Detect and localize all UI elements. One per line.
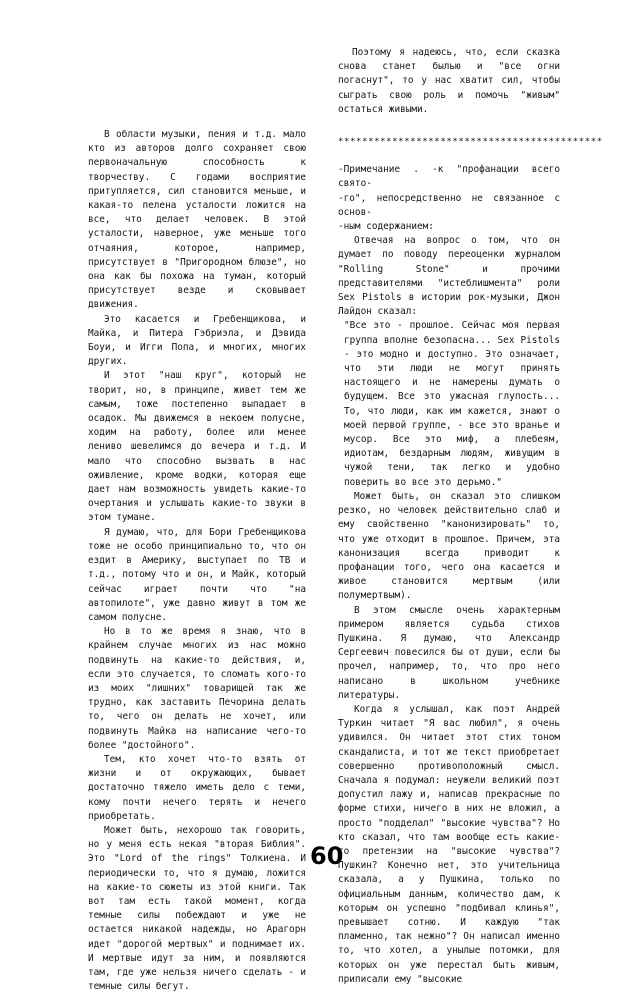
paragraph: Когда я услышал, как поэт Андрей Туркин читает "Я вас любил", я очень удивился. Он читает этот стих тоном скандалиста, и тот же текст приобретает совершенно противоположный смысл. Сначала я подумал: неужели великий поэт допустил лажу и, написав прекрасные по форме стихи, ничего в них не вложил, а просто "подделал" "высокие чувства"? Но кто сказал, что там вообще есть какие-то претензии на "высокие чувства"? Пушкин? Конечно нет, это учительница сказала, а у Пушкина, только по официальным данным, количество дам, к которым он успешно "подбивал клинья", превышает сотню. И каждую "так пламенно, так нежно"? Он написал именно то, что хотел, а унылые потомки, для которых он уже перестал быть живым, приписали ему "высокие xyxy=(338,703,560,985)
note-line: -го", непосредственно не связанное с основ- xyxy=(338,192,560,218)
right-column-top xyxy=(338,46,560,117)
note-line: -ным содержанием: xyxy=(338,221,434,233)
right-column xyxy=(338,46,603,987)
paragraph: В этом смысле очень характерным примером является судьба стихов Пушкина. Я думаю, что Александр Сергеевич повесился бы от души, если бы прочел, например, то, что про него написано в школьном учебнике литературы. xyxy=(338,604,560,701)
separator: ******************************************** xyxy=(338,137,603,148)
left-column xyxy=(88,128,306,994)
paragraph: Это касается и Гребенщикова, и Майка, и Питера Гэбриэла, и Дэвида Боуи, и Игги Попа, и многих, многих других. xyxy=(88,313,306,368)
paragraph: Я думаю, что, для Бори Гребенщикова тоже не особо принципиально то, что он ездит в Америку, выступает по ТВ и т.д., потому что и он, и Майк, который сейчас играет почти что "на автопилоте", уже давно живут в том же самом полусне. xyxy=(88,526,306,623)
paragraph: Но в то же время я знаю, что в крайнем случае многих из нас можно подвинуть на какие-то действия, и, если это случается, то сломать кого-то из моих "лишних" товарищей так же трудно, как заставить Печорина делать то, чего он делать не хочет, или подвинуть Майка на написание чего-то более "достойного". xyxy=(88,626,306,751)
paragraph: Может быть, нехорошо так говорить, но у меня есть некая "вторая Библия". Это "Lord of the rings" Толкиена. И периодически то, что я думаю, ложится на какие-то сюжеты из этой книги. Так вот там есть такой момент, когда темные силы побеждают и уже не остается никакой надежды, но Арагорн идет "дорогой мертвых" и поднимает их. И мертвые идут за ним, и появляются там, где уже нельзя ничего сделать - и темные силы бегут. xyxy=(88,824,306,993)
paragraph: Тем, кто хочет что-то взять от жизни и от окружающих, бывает достаточно тяжело иметь дело с теми, кому почти нечего терять и нечего приобретать. xyxy=(88,753,306,822)
paragraph: Отвечая на вопрос о том, что он думает по поводу переоценки журналом "Rolling Stone" и прочими представителями "истеблишмента" роли Sex Pistols в истории рок-музыки, Джон Лайдон сказал: xyxy=(338,235,560,318)
note-line: -Примечание . -к "профанации всего свято- xyxy=(338,164,560,190)
lydon-quote: "Все это - прошлое. Сейчас моя первая группа вполне безопасна... Sex Pistols - это модно и доступно. Это означает, что эти люди не могут принять настоящего и не намерены думать о будущем. Все это ужасная глупость... То, что люди, как им кажется, знают о моей первой группе, - все это вранье и мусор. Все это миф, а плебеям, идиотам, бездарным людям, живущим в чужой тени, так легко и удобно поверить во все это дерьмо." xyxy=(344,320,560,488)
paragraph: В области музыки, пения и т.д. мало кто из авторов долго сохраняет свою первоначальную способность к творчеству. С годами восприятие притупляется, сил становится меньше, и какая-то пелена усталости ложится на все, что делает человек. В этой усталости, наверное, уже меньше того отчаяния, которое, например, присутствует в "Пригородном блюзе", но она как бы похожа на туман, который присутствует везде и сковывает движения. xyxy=(88,129,306,311)
page-number: 60 xyxy=(310,842,344,870)
paragraph: Может быть, он сказал это слишком резко, но человек действительно слаб и ему свойственно "канонизировать" то, что уже отходит в прошлое. Причем, эта канонизация всегда приводит к профанации того, чего она касается и живое становится мертвым (или полумертвым). xyxy=(338,490,560,602)
paragraph: Поэтому я надеюсь, что, если сказка снова станет былью и "все огни погаснут", то у нас хватит сил, чтобы сыграть свою роль и помочь "живым" остаться живыми. xyxy=(338,47,560,115)
paragraph: И этот "наш круг", который не творит, но, в принципе, живет тем же самым, тоже постепенно выпадает в осадок. Мы движемся в некоем полусне, ходим на работу, более или менее лениво шевелимся до вечера и т.д. И мало что способно вызвать в нас оживление, кроме водки, которая еще дает нам возможность увидеть какие-то очертания и услышать какие-то звуки в этом тумане. xyxy=(88,370,306,524)
